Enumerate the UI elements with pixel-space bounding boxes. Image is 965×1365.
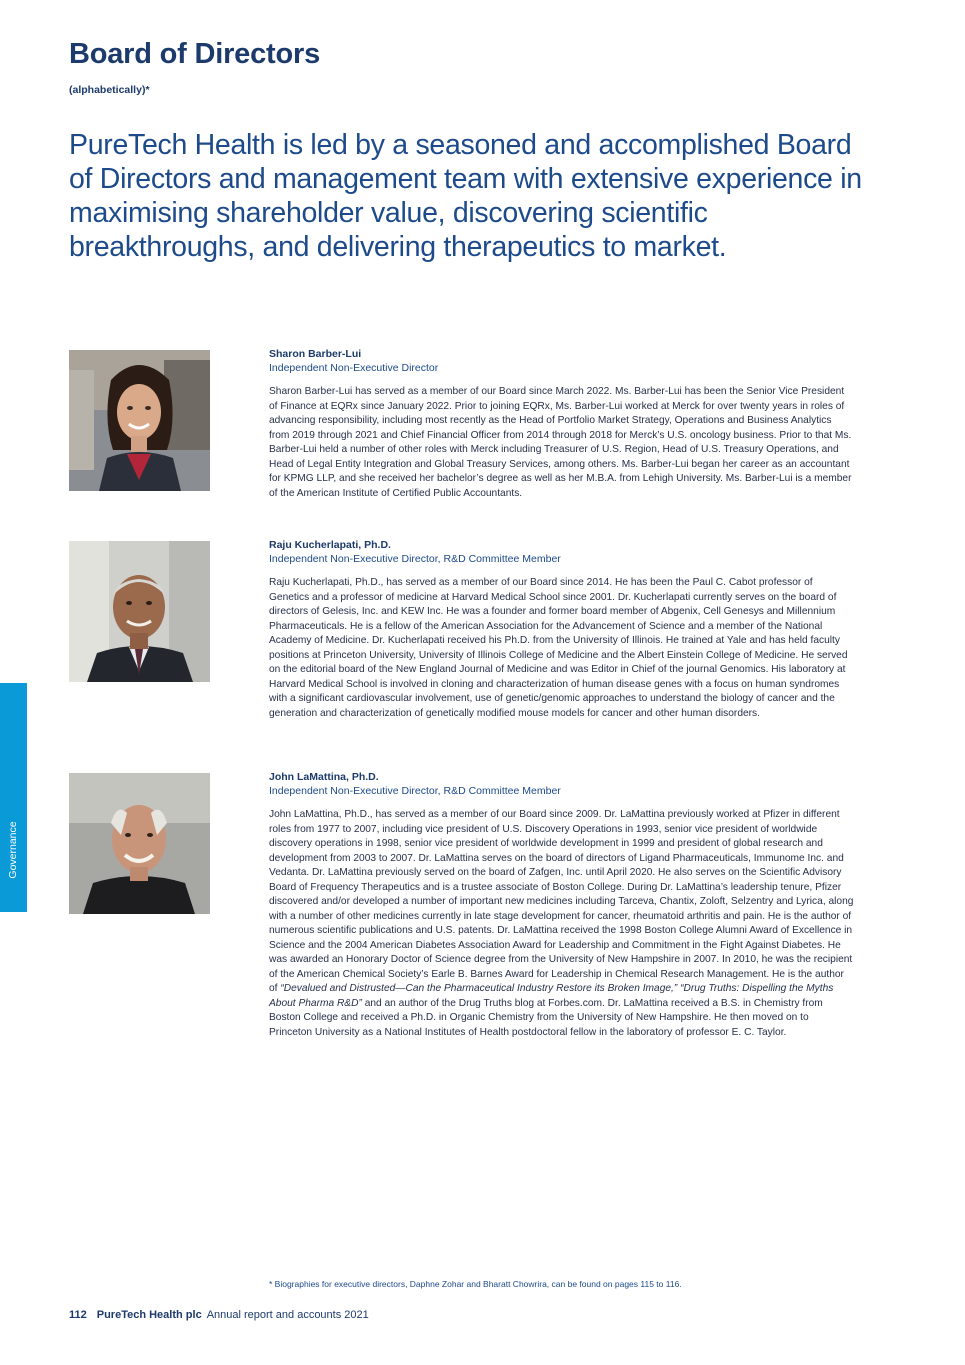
director-photo-lamattina	[69, 773, 210, 914]
director-role: Independent Non-Executive Director	[269, 362, 439, 374]
intro-statement: PureTech Health is led by a seasoned and accomplished Board of Directors and management team with extensive experience in maximising shareholder value, discovering scientific breakthroughs, and delivering therapeutics to market.	[69, 129, 862, 263]
director-name: John LaMattina, Ph.D.	[269, 771, 379, 783]
biography-text: John LaMattina, Ph.D., has served as a member of our Board since 2009. Dr. LaMattina previously worked at Pfizer in different roles from 1977 to 2007, including vice president of U.S. Discovery Operations in 1993, senior vice president of worldwide discovery operations in 1998, senior vice president of worldwide development in 1999 and president of global research and development from 2003 to 2007. Dr. LaMattina serves on the board of directors of Ligand Pharmaceuticals, Immunome Inc. and Vedanta. Dr. LaMattina previously served on the board of Zafgen, Inc. until April 2020. He also serves on the Scientific Advisory Board of Frequency Therapeutics and is a trustee associate of Boston College. During Dr. LaMattina’s leadership tenure, Pfizer discovered and/or developed a number of important new medicines including Tarceva, Chantix, Zoloft, Selzentry and Lyrica, along with a number of other medicines currently in late stage development for cancer, rheumatoid arthritis and pain. He is the author of numerous scientific publications and U.S. patents. Dr. LaMattina received the 1998 Boston College Alumni Award of Excellence in Science and the 2004 American Diabetes Association Award for Leadership and Commitment in the Fight Against Diabetes. He was awarded an Honorary Doctor of Science degree from the University of New Hampshire in 2007. In 2010, he was the recipient of the American Chemical Society’s Earle B. Barnes Award for Leadership in Chemical Research Management. He is the author of	[269, 809, 854, 994]
director-bio-lamattina	[269, 771, 854, 1040]
director-name: Raju Kucherlapati, Ph.D.	[269, 539, 391, 551]
page-title: Board of Directors	[69, 38, 320, 70]
report-name: Annual report and accounts 2021	[206, 1309, 369, 1321]
footnote: * Biographies for executive directors, Daphne Zohar and Bharatt Chowrira, can be found on pages 115 to 116.	[269, 1279, 682, 1289]
page-footer	[69, 1309, 369, 1321]
section-tab-label: Governance	[7, 821, 19, 879]
director-biography: Sharon Barber-Lui has served as a member of our Board since March 2022. Ms. Barber-Lui has been the Senior Vice President of Finance at EQRx since January 2022. Prior to joining EQRx, Ms. Barber-Lui worked at Merck for over twenty years in roles of advancing responsibility, including most recently as the Head of Portfolio Market Strategy, Operations and Business Analytics from 2019 through 2021 and Chief Financial Officer from 2014 through 2018 for Merck’s U.S. oncology business. Prior to that Ms. Barber-Lui held a number of other roles with Merck including Treasurer of U.S. Region, Head of U.S. Treasury Operations, and Head of Legal Entity Integration and Global Treasury Services, among others. Ms. Barber-Lui began her career as an accountant for KPMG LLP, and she received her bachelor’s degree as well as her M.B.A. from Lehigh University. Ms. Barber-Lui is a member of the American Institute of Certified Public Accountants.	[269, 386, 852, 499]
page-subtitle: (alphabetically)*	[69, 84, 150, 96]
director-biography: Raju Kucherlapati, Ph.D., has served as a member of our Board since 2014. He has been the Paul C. Cabot professor of Genetics and a professor of medicine at Harvard Medical School since 2001. Dr. Kucherlapati currently serves on the board of directors of Gelesis, Inc. and KEW Inc. He was a founder and former board member of Abgenix, Cell Genesys and Millennium Pharmaceuticals. He is a fellow of the American Association for the Advancement of Science and a member of the National Academy of Medicine. Dr. Kucherlapati received his Ph.D. from the University of Illinois. He trained at Yale and has held faculty positions at Princeton University, University of Illinois College of Medicine and the Albert Einstein College of Medicine. He served on the editorial board of the New England Journal of Medicine and was Editor in Chief of the journal Genomics. His laboratory at Harvard Medical School is involved in cloning and characterization of human disease genes with a focus on human syndromes with a significant cardiovascular involvement, use of genetic/genomic approaches to understand the biology of cancer and the generation and characterization of genetically modified mouse models for cancer and other human disorders.	[269, 577, 848, 719]
director-photo-kucherlapati	[69, 541, 210, 682]
page-number: 112	[69, 1309, 87, 1321]
director-photo-barber-lui	[69, 350, 210, 491]
company-name: PureTech Health plc	[96, 1309, 202, 1321]
biography-text: and an author of the Drug Truths blog at Forbes.com. Dr. LaMattina received a B.S. in Chemistry from Boston College and received a Ph.D. in Organic Chemistry from the University of New Hampshire. He then moved on to Princeton University as a National Institutes of Health postdoctoral fellow in the laboratory of professor E. C. Taylor.	[269, 997, 823, 1038]
director-name: Sharon Barber-Lui	[269, 348, 362, 360]
director-biography	[269, 808, 854, 1040]
director-bio-barber-lui	[269, 348, 854, 501]
director-role: Independent Non-Executive Director, R&D Committee Member	[269, 553, 561, 565]
biography-book-titles: “Devalued and Distrusted—Can the Pharmaceutical Industry Restore its Broken Image,” “Drug Truths: Dispelling the Myths About Pharma R&D”	[269, 983, 834, 1009]
director-role: Independent Non-Executive Director, R&D Committee Member	[269, 785, 561, 797]
director-bio-kucherlapati	[269, 539, 854, 721]
